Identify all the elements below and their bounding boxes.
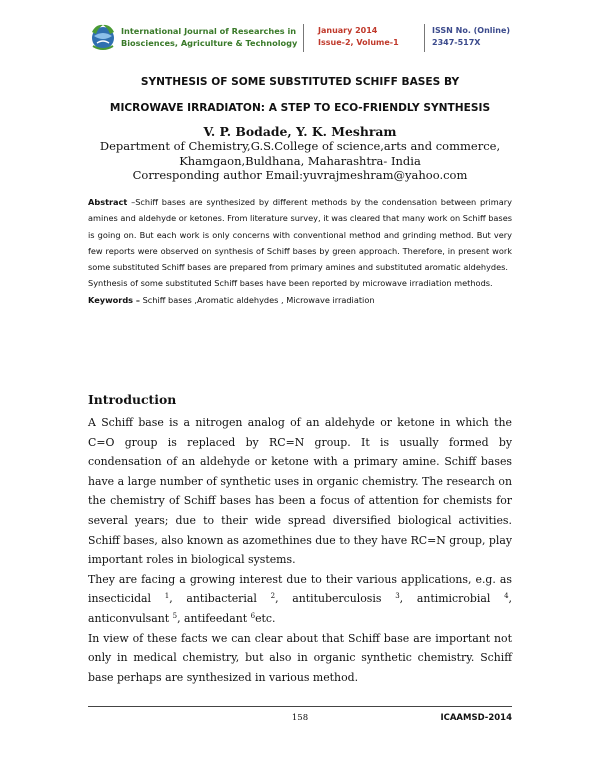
intro-text: They are facing a growing interest due to their various applications, e.g. as insecticidal — [88, 572, 512, 606]
issue-date: January 2014 — [318, 26, 378, 35]
paper-title-line2: MICROWAVE IRRADIATON: A STEP TO ECO-FRIENDLY SYNTHESIS — [109, 102, 491, 114]
keywords — [88, 292, 512, 308]
issn-info — [432, 25, 510, 49]
footer-divider — [88, 706, 512, 707]
affiliation — [0, 139, 600, 183]
introduction-heading: Introduction — [88, 392, 177, 407]
intro-paragraph-2 — [88, 570, 512, 629]
header-divider — [424, 24, 425, 52]
abstract-paragraph-2: Synthesis of some substituted Schiff bases have been reported by microwave irradiation methods. — [88, 278, 493, 289]
intro-text: etc. — [255, 611, 276, 625]
paper-authors: V. P. Bodade, Y. K. Meshram — [203, 124, 397, 139]
journal-header — [88, 22, 518, 58]
issn-number: 2347-517X — [432, 38, 481, 47]
abstract-section — [88, 194, 512, 308]
intro-text: , antibacterial — [169, 592, 271, 606]
issn-label: ISSN No. (Online) — [432, 26, 511, 35]
issue-volume: Issue-2, Volume-1 — [318, 38, 399, 47]
keywords-label: Keywords – — [88, 294, 140, 305]
intro-text: , antifeedant — [177, 611, 251, 625]
paper-title-line1: SYNTHESIS OF SOME SUBSTITUTED SCHIFF BASES BY — [140, 76, 460, 88]
reference-marker: 6 — [250, 611, 256, 620]
intro-text: , antimicrobial — [399, 592, 505, 606]
intro-text: , antituberculosis — [275, 592, 396, 606]
keywords-text: Schiff bases ,Aromatic aldehydes , Microwave irradiation — [140, 294, 375, 305]
reference-marker: 1 — [164, 592, 170, 601]
intro-paragraph-1: A Schiff base is a nitrogen analog of an aldehyde or ketone in which the C=O group is replaced by RC=N group. It is usually formed by condensation of an aldehyde or ketone with a primary amine. Schiff bases have a large number of synthetic uses in organic chemistry. The research on the chemistry of Schiff bases has been a focus of attention for chemists for several years; due to their wide spread diversified biological activities. Schiff bases, also known as azomethines due to they have RC=N group, play important roles in biological systems. — [88, 416, 513, 567]
page-number: 158 — [291, 713, 309, 723]
affiliation-line2: Khamgaon,Buldhana, Maharashtra- India — [179, 153, 421, 168]
conference-label: ICAAMSD-2014 — [440, 713, 512, 723]
journal-name-line2: Biosciences, Agriculture & Technology — [121, 38, 298, 48]
introduction-body — [88, 413, 512, 687]
journal-name-line1: International Journal of Researches in — [121, 26, 297, 36]
reference-marker: 4 — [504, 592, 509, 601]
reference-marker: 2 — [270, 592, 276, 601]
abstract-paragraph — [88, 194, 512, 275]
journal-logo-icon — [88, 22, 118, 52]
intro-paragraph-3: In view of these facts we can clear about that Schiff base are important not only in medical chemistry, but also in organic synthetic chemistry. Schiff base perhaps are synthesized in various method. — [88, 631, 512, 684]
reference-marker: 3 — [395, 592, 400, 601]
reference-marker: 5 — [172, 611, 178, 620]
issue-info — [318, 25, 399, 49]
journal-name — [121, 25, 297, 49]
abstract-text: –Schiff bases are synthesized by different methods by the condensation between primary amines and aldehyde or ketones. From literature survey, it was cleared that many work on Schiff bases is going on. But each work is only concerns with conventional method and grinding method. But very few reports were observed on synthesis of Schiff bases by green approach. Therefore, in present work some substituted Schiff bases are prepared from primary amines and substituted aromatic aldehydes. — [88, 197, 512, 273]
affiliation-line1: Department of Chemistry,G.S.College of science,arts and commerce, — [99, 139, 501, 153]
intro-text: , anticonvulsant — [88, 592, 512, 625]
corresponding-author: Corresponding author Email:yuvrajmeshram@yahoo.com — [132, 168, 468, 182]
header-divider — [303, 24, 304, 52]
abstract-label: Abstract — [88, 197, 128, 207]
